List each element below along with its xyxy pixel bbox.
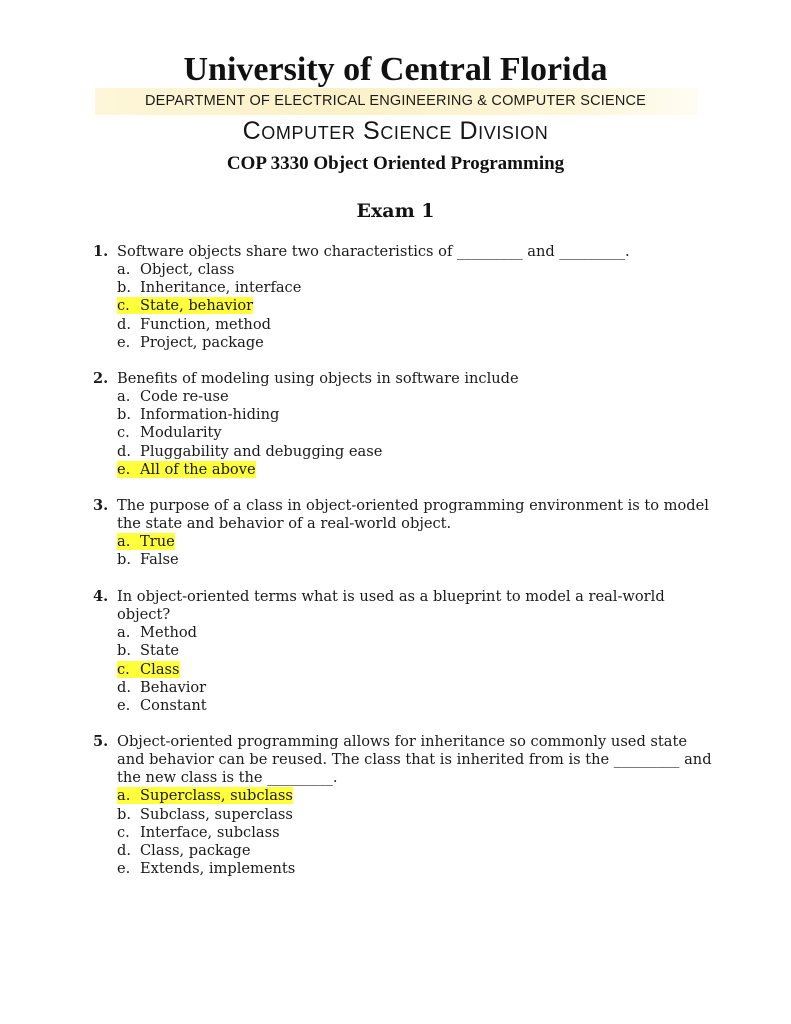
department-name: DEPARTMENT OF ELECTRICAL ENGINEERING & COMPUTER SCIENCE (144, 93, 647, 109)
question-text: In object-oriented terms what is used as a blueprint to model a real-world object? (117, 588, 665, 624)
question-text: Benefits of modeling using objects in software include (117, 370, 519, 387)
answer-option: e. Constant (117, 696, 207, 714)
answer-option: d. Behavior (117, 678, 207, 696)
division-name: Computer Science Division (242, 117, 549, 145)
question-number: 2. (93, 370, 109, 387)
answer-option: c. Interface, subclass (117, 823, 280, 841)
question-stem (93, 733, 713, 787)
question-number: 1. (93, 243, 109, 260)
answer-option: b. False (117, 551, 179, 569)
question-stem (93, 588, 713, 624)
answer-option: b. State (117, 642, 180, 660)
answer-option-correct: a. Superclass, subclass (117, 787, 293, 805)
answer-option: b. Inheritance, interface (117, 279, 302, 297)
answer-option: a. Object, class (117, 261, 235, 279)
answer-option: d. Pluggability and debugging ease (117, 442, 383, 460)
question-stem (93, 243, 713, 261)
question-3 (93, 497, 713, 570)
question-stem (93, 370, 713, 388)
question-2 (93, 370, 713, 479)
university-title: University of Central Florida (183, 51, 608, 88)
question-text: Software objects share two characteristics of _________ and _________. (117, 243, 630, 260)
exam-title: Exam 1 (356, 200, 435, 222)
question-number: 5. (93, 733, 109, 750)
question-text: Object-oriented programming allows for inheritance so commonly used state and behavior can be reused. The class that is inherited from is the _________ and the new class is the _________. (117, 733, 712, 787)
answer-option-correct: a. True (117, 533, 175, 551)
answer-option: a. Method (117, 624, 197, 642)
question-1 (93, 243, 713, 352)
question-4 (93, 588, 713, 715)
answer-option: e. Extends, implements (117, 860, 296, 878)
answer-option: a. Code re-use (117, 388, 229, 406)
answer-option-correct: c. Class (117, 660, 180, 678)
answer-option: c. Modularity (117, 424, 222, 442)
question-5 (93, 733, 713, 878)
question-number: 4. (93, 588, 109, 605)
answer-option: d. Function, method (117, 315, 271, 333)
answer-option-correct: e. All of the above (117, 460, 256, 478)
answer-option-correct: c. State, behavior (117, 297, 254, 315)
question-number: 3. (93, 497, 109, 514)
answer-option: d. Class, package (117, 841, 251, 859)
course-title: COP 3330 Object Oriented Programming (226, 153, 565, 174)
answer-option: e. Project, package (117, 333, 264, 351)
answer-option: b. Information-hiding (117, 406, 280, 424)
answer-option: b. Subclass, superclass (117, 805, 293, 823)
question-text: The purpose of a class in object-oriented programming environment is to model the state and behavior of a real-world object. (117, 497, 709, 533)
question-stem (93, 497, 713, 533)
